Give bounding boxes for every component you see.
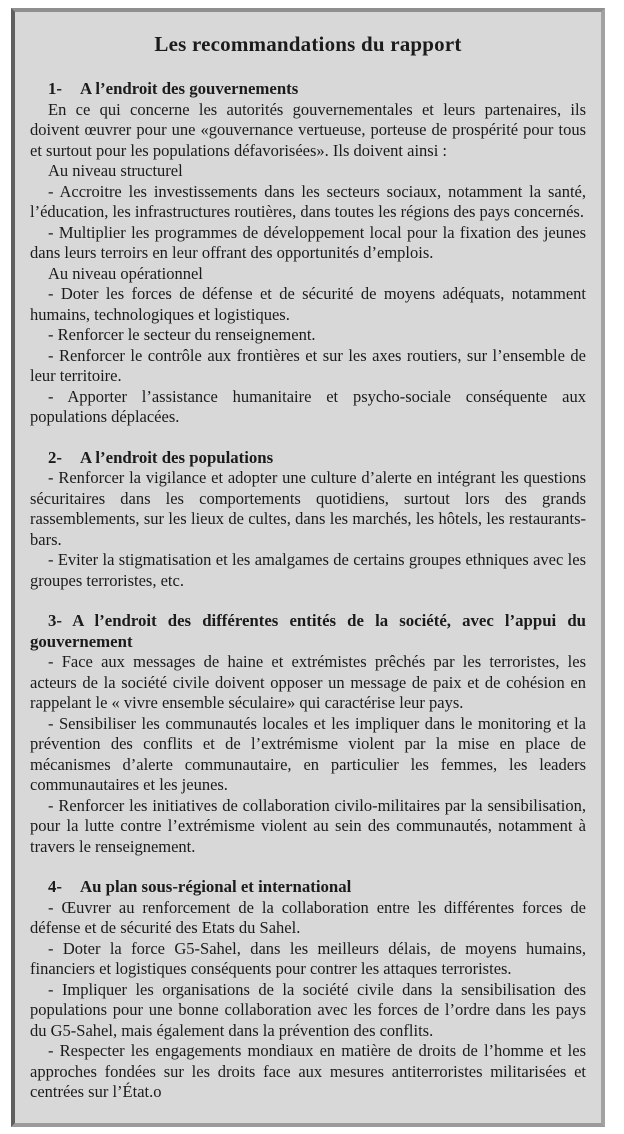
bullet-intelligence-sector: - Renforcer le secteur du renseignement. xyxy=(48,325,316,344)
section-number: 1- xyxy=(48,79,62,98)
bullet-sahel-forces-collaboration: - Œuvrer au renforcement de la collaboration entre les différentes forces de défense et de sécurité des Etats du Sahel. xyxy=(30,897,586,937)
section-heading xyxy=(30,877,586,898)
bullet-community-awareness: - Sensibiliser les communautés locales et les impliquer dans le monitoring et la prévention des conflits et de l’extrémisme violent par la mise en place de mécanismes d’alerte communautaire, en particulier les femmes, les leaders communautaires et les jeunes. xyxy=(30,713,586,794)
section-heading-label: A l’endroit des populations xyxy=(79,447,274,467)
paragraph-intro: En ce qui concerne les autorités gouvernementales et leurs partenaires, ils doivent œuvrer pour une «gouvernance vertueuse, porteuse de prospérité pour tous et surtout pour les populations défavorisées». Ils doivent ainsi : xyxy=(30,99,586,160)
label-structural-level: Au niveau structurel xyxy=(48,161,183,180)
label-operational-level: Au niveau opérationnel xyxy=(48,263,203,283)
section-number: 4- xyxy=(48,877,62,896)
bullet-border-control: - Renforcer le contrôle aux frontières et sur les axes routiers, sur l’ensemble de leur territoire. xyxy=(30,345,586,385)
bullet-humanitarian-assistance: - Apporter l’assistance humanitaire et psycho-sociale conséquente aux populations déplacées. xyxy=(30,386,586,426)
bullet-peace-message: - Face aux messages de haine et extrémistes prêchés par les terroristes, les acteurs de la société civile doivent opposer un message de paix et de cohésion en rappelant le « vivre ensemble séculaire» qui caractérise leur pays. xyxy=(30,652,586,712)
section-governments xyxy=(30,79,586,428)
section-heading xyxy=(30,79,586,100)
section-heading-label: Au plan sous-régional et international xyxy=(79,877,352,896)
bullet-equip-forces: - Doter les forces de défense et de sécurité de moyens adéquats, notamment humains, technologiques et logistiques. xyxy=(30,284,586,324)
bullet-human-rights-commitments: - Respecter les engagements mondiaux en matière de droits de l’homme et les approches fondées sur les droits face aux mesures antiterroristes militarisées et centrées sur l’État.o xyxy=(30,1041,586,1101)
section-heading-label: A l’endroit des gouvernements xyxy=(79,79,299,98)
section-number: 3- xyxy=(48,611,62,630)
bullet-civil-society-organizations: - Impliquer les organisations de la société civile dans la sensibilisation des populations pour une bonne collaboration avec les forces de l’ordre dans les pays du G5-Sahel, mais également dans la prévention des conflits. xyxy=(30,979,586,1040)
report-recommendations-box xyxy=(11,8,605,1127)
bullet-civil-military-collaboration: - Renforcer les initiatives de collaboration civilo-militaires par la sensibilisation, pour la lutte contre l’extrémisme violent au sein des communautés, notamment à travers le renseignement. xyxy=(30,795,586,856)
section-number: 2- xyxy=(48,447,62,467)
section-subregional-international xyxy=(30,877,586,1103)
document-title: Les recommandations du rapport xyxy=(154,32,462,56)
bullet-vigilance-culture: - Renforcer la vigilance et adopter une culture d’alerte en intégrant les questions sécuritaires dans les comportements quotidiens, surtout lors des grands rassemblements, sur les lieux de cultes, dans les marchés, les hôtels, les restaurants-bars. xyxy=(30,468,586,549)
section-heading-label: A l’endroit des différentes entités de la société, avec l’appui du gouvernement xyxy=(30,611,586,651)
bullet-avoid-stigmatization: - Eviter la stigmatisation et les amalgames de certains groupes ethniques avec les groupes terroristes, etc. xyxy=(30,550,586,590)
section-society-entities xyxy=(30,611,586,857)
section-populations xyxy=(30,448,586,592)
section-heading xyxy=(30,611,586,652)
section-heading xyxy=(30,448,586,469)
bullet-local-development: - Multiplier les programmes de développement local pour la fixation des jeunes dans leurs terroirs en leur offrant des opportunités d’emplois. xyxy=(30,222,586,262)
bullet-investments: - Accroitre les investissements dans les secteurs sociaux, notamment la santé, l’éducation, les infrastructures routières, dans toutes les régions des pays concernés. xyxy=(30,181,586,221)
bullet-g5-sahel-force: - Doter la force G5-Sahel, dans les meilleurs délais, de moyens humains, financiers et logistiques conséquents pour contrer les attaques terroristes. xyxy=(30,938,586,978)
